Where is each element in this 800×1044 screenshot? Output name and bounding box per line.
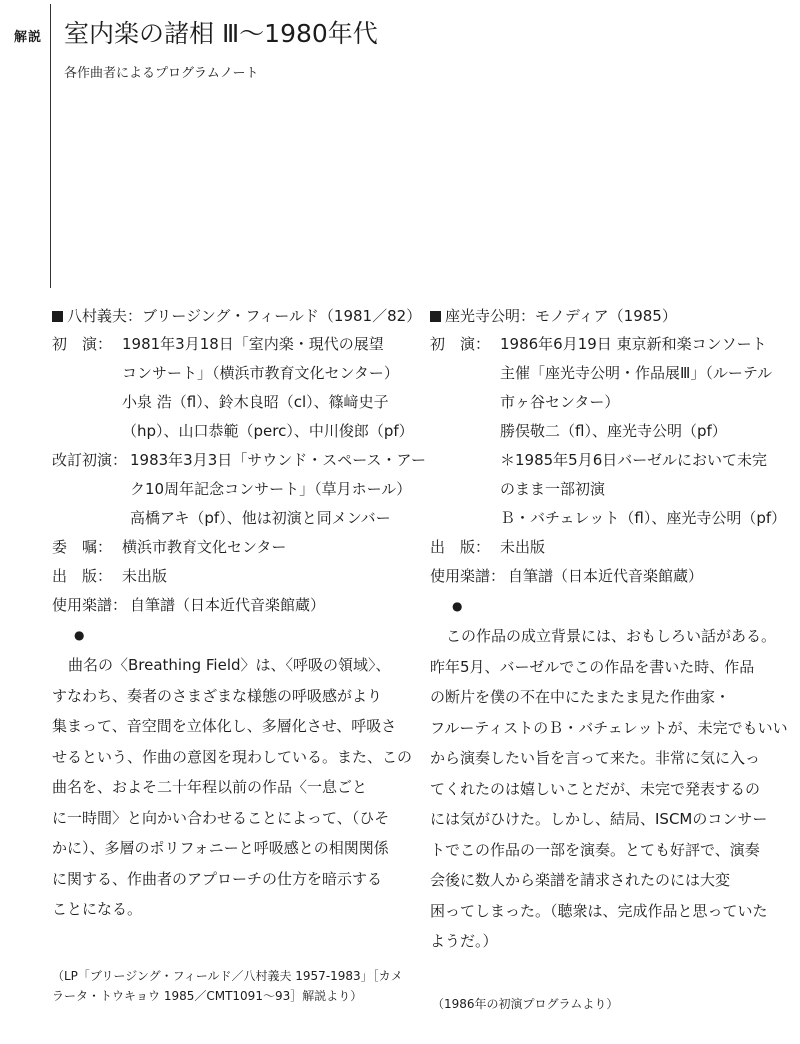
commission-field xyxy=(52,533,402,562)
field-label: 出 版： xyxy=(430,538,491,556)
field-value: 横浜市教育文化センター xyxy=(122,538,287,556)
work-heading-left: 八村義夫：ブリージング・フィールド（1981／82） xyxy=(52,302,402,330)
section-bullet-icon: ● xyxy=(74,628,85,642)
publication-field xyxy=(52,562,402,591)
section-bullet-icon: ● xyxy=(452,599,463,613)
square-bullet-icon xyxy=(430,311,441,322)
section-label: 解説 xyxy=(14,30,43,45)
field-value: 1986年6月19日 東京新和楽コンソート 主催「座光寺公明・作品展Ⅲ」（ルーテル 市ヶ谷センター） 勝俣敬二（fl）、座光寺公明（pf） ＊1985年5月6日バーゼルにおいて未完 のまま一部初演 Ｂ・バチェレット（fl）、座光寺公明（pf） xyxy=(500,335,787,527)
score-field xyxy=(430,562,775,591)
field-value: 自筆譜（日本近代音楽館蔵） xyxy=(130,596,326,614)
field-value: 1981年3月18日「室内楽・現代の展望 コンサート」（横浜市教育文化センター） 小泉 浩（fl）、鈴木良昭（cl）、篠﨑史子 （hp）、山口恭範（perc）、中川俊郎（pf） xyxy=(122,335,414,440)
source-note-right: （1986年の初演プログラムより） xyxy=(432,997,619,1011)
field-label: 委 嘱： xyxy=(52,538,113,556)
field-label: 初 演： xyxy=(430,335,491,353)
program-note-left: 曲名の〈Breathing Field〉は、〈呼吸の領域〉、 すなわち、奏者のさまざまな様態の呼吸感がより 集まって、音空間を立体化し、多層化させ、呼吸さ せるという、作曲の意図を現わしている。また、この 曲名を、およそ二十年程以前の作品〈一息ごと に一時間〉と向かい合わせることによって、（ひそ かに）、多層のポリフォニーと呼吸感との相関関係 に関する、作曲者のアプローチの仕方を暗示する ことになる。 xyxy=(52,656,413,918)
program-note-right: この作品の成立背景には、おもしろい話がある。 昨年5月、バーゼルでこの作品を書いた時、作品 の断片を僕の不在中にたまたま見た作曲家・ フルーティストのＢ・バチェレットが、未完でもいい から演奏したい旨を言って来た。非常に気に入っ てくれたのは嬉しいことだが、未完で発表するの には気がひけた。しかし、結局、ISCMのコンサー トでこの作品の一部を演奏。とても好評で、演奏 会後に数人から楽譜を請求されたのには大変 困ってしまった。（聴衆は、完成作品と思っていた ようだ。） xyxy=(430,627,788,950)
right-column xyxy=(430,302,788,957)
field-label: 初 演： xyxy=(52,335,113,353)
work-heading-right: 座光寺公明：モノディア（1985） xyxy=(430,302,775,330)
field-label: 使用楽譜： xyxy=(430,567,506,585)
score-field xyxy=(52,591,402,620)
field-value: 自筆譜（日本近代音楽館蔵） xyxy=(508,567,704,585)
field-label: 使用楽譜： xyxy=(52,596,128,614)
page-subtitle: 各作曲者によるプログラムノート xyxy=(64,66,259,81)
field-label: 出 版： xyxy=(52,567,113,585)
vertical-divider xyxy=(50,4,51,288)
square-bullet-icon xyxy=(52,311,63,322)
page-title: 室内楽の諸相 Ⅲ〜1980年代 xyxy=(64,19,378,48)
field-value: 未出版 xyxy=(122,567,168,585)
source-note-left: （LP「ブリージング・フィールド／八村義夫 1957-1983」［カメ ラータ・トウキョウ 1985／CMT1091〜93］解説より） xyxy=(52,969,403,1003)
revised-premiere-field xyxy=(52,446,427,533)
premiere-field xyxy=(430,330,787,533)
field-value: 未出版 xyxy=(500,538,546,556)
publication-field xyxy=(430,533,775,562)
left-column xyxy=(52,302,427,925)
premiere-field xyxy=(52,330,414,446)
field-label: 改訂初演： xyxy=(52,451,128,469)
field-value: 1983年3月3日「サウンド・スペース・アー ク10周年記念コンサート」（草月ホール） 高橋アキ（pf）、他は初演と同メンバー xyxy=(130,451,427,527)
